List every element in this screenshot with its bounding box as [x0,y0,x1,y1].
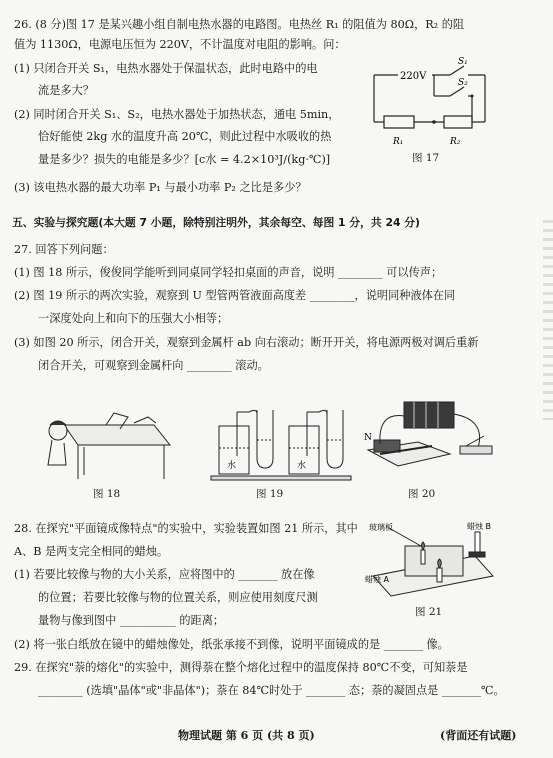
q28-p2: (2) 将一张白纸放在镜中的蜡烛像处，纸张承接不到像，说明平面镜成的是 _______ 像。 [14,638,449,651]
q28-line2: A、B 是两支完全相同的蜡烛。 [14,545,169,558]
switch-s1-label: S₁ [458,57,468,67]
figure-21-mirror-setup [363,516,503,600]
q26-line1: 26. (8 分)图 17 是某兴趣小组自制电热水器的电路图。电热丝 R₁ 的阻值为 80Ω，R₂ 的阻 [14,18,465,31]
page-footer-note: (背面还有试题) [440,729,517,742]
switch-s2-label: S₂ [458,78,468,88]
q28-p1b: 的位置；若要比较像与物的位置关系，则应使用刻度尺测 [38,591,318,604]
figure-19-manometers [205,398,355,483]
section-5-header: 五、实验与探究题(本大题 7 小题，除特别注明外，其余每空、每图 1 分，共 24 分) [12,216,420,229]
glass-label: 玻璃板 [369,523,393,532]
q29-line1: 29. 在探究"萘的熔化"的实验中，测得萘在整个熔化过程中的温度保持 80℃不变，可知萘是 [14,661,468,674]
q27-p1: (1) 图 18 所示，俊俊同学能听到同桌同学轻扣桌面的声音，说明 ________ 可以传声； [14,266,443,279]
r2-label: R₂ [450,137,461,147]
q27-line1: 27. 回答下列问题： [14,243,114,256]
q27-p3a: (3) 如图 20 所示，闭合开关，观察到金属杆 ab 向右滚动；断开开关，将电源两极对调后重新 [14,336,479,349]
figure-18-caption: 图 18 [93,488,121,500]
q28-p1a: (1) 若要比较像与物的大小关系，应将图中的 _______ 放在像 [14,568,315,581]
q29-line2: ________ (选填"晶体"或"非晶体")；萘在 84℃时处于 _______ 态；萘的凝固点是 _______℃。 [38,684,505,697]
q26-p3: (3) 该电热水器的最大功率 P₁ 与最小功率 P₂ 之比是多少？ [14,181,307,194]
water-label-2: 水 [297,461,307,471]
magnet-n-label: N [364,433,372,443]
figure-20-caption: 图 20 [408,488,436,500]
q26-p1a: (1) 只闭合开关 S₁，电热水器处于保温状态，此时电路中的电 [14,62,318,75]
q26-p2a: (2) 同时闭合开关 S₁、S₂，电热水器处于加热状态，通电 5min， [14,108,340,121]
q27-p2b: 一深度处向上和向下的压强大小相等； [38,312,229,325]
q26-p2b: 恰好能使 2kg 水的温度升高 20℃，则此过程中水吸收的热 [38,130,332,143]
scan-edge-shadow [543,220,553,420]
r1-label: R₁ [393,137,404,147]
figure-21-caption: 图 21 [415,606,443,618]
figure-18-desk [44,395,174,483]
q28-p1c: 量物与像到图中 __________ 的距离； [38,614,225,627]
water-label-1: 水 [227,461,237,471]
figure-20-rails [358,392,508,480]
candle-a-label: 蜡烛 A [365,575,390,584]
q26-p2c: 量是多少？损失的电能是多少？[c水 = 4.2×10³J/(kg·℃)] [38,153,331,166]
q27-p2a: (2) 图 19 所示的两次实验，观察到 U 型管两管液面高度差 ________，说明同种液体在同 [14,289,456,302]
q26-p1b: 流是多大？ [38,84,94,97]
candle-b-label: 蜡烛 B [467,522,492,531]
figure-17-caption: 图 17 [412,152,440,164]
figure-19-caption: 图 19 [256,488,284,500]
voltage-label: 220V [400,71,427,82]
q26-line2: 值为 1130Ω，电源电压恒为 220V，不计温度对电阻的影响。问： [14,38,346,51]
figure-17-circuit [360,52,500,168]
q27-p3b: 闭合开关，可观察到金属杆向 ________ 滚动。 [38,359,269,372]
q28-line1: 28. 在探究"平面镜成像特点"的实验中，实验装置如图 21 所示，其中 [14,522,358,535]
page-footer: 物理试题 第 6 页 (共 8 页) [178,729,315,742]
